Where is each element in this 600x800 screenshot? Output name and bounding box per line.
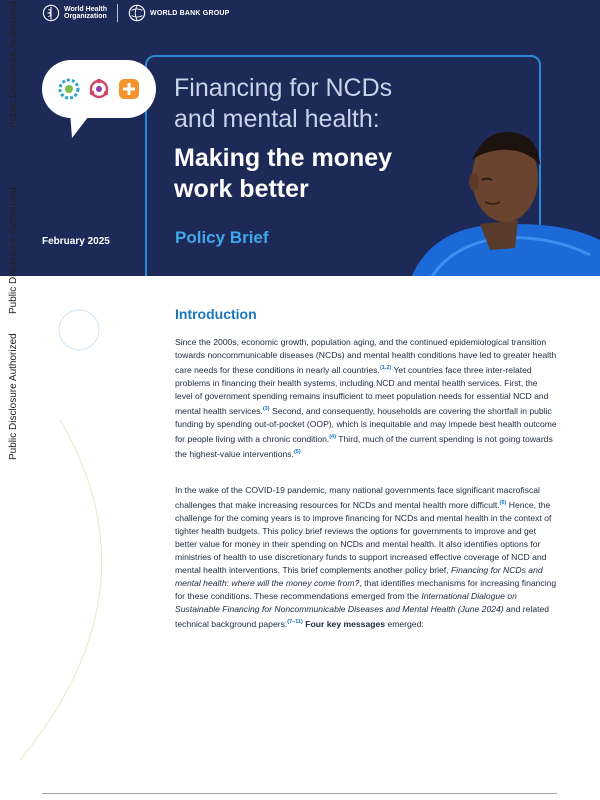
footer-rule [42,793,557,794]
text-run: emerged: [385,618,424,629]
world-bank-globe-icon [128,4,146,22]
text-run: Since the 2000s, economic growth, population aging, and the continued epidemiological transition towards noncommunicable diseases (NCDs) and mental health conditions have led to greater health care needs for these conditions in nearly all countries. [175,337,557,375]
speech-bubble-tail [70,112,92,140]
subtitle-line2: work better [174,175,309,203]
key-messages-highlight: Four key messages [302,618,386,629]
subtitle-text [174,143,392,205]
citation: (4) [329,433,337,440]
title-line2: and mental health: [174,105,380,133]
dialogue-title: International Dialogue on Sustainable Financing for Noncommunicable Diseases and Mental Health (June 2024) [175,590,517,614]
text-run: Second, and consequently, households are covering the shortfall in public funding by spending out-of-pocket (OOP), which is inequitable and may impede best health outcome for people living with a chronic condition. [175,405,557,444]
text-run: , that identifies mechanisms for increasing financing for these conditions. These recommendations emerged from the [175,577,557,601]
disclosure-caption: Public Disclosure Authorized [8,333,19,460]
text-run: and related technical background papers. [175,603,550,629]
citation: (7–11) [287,618,303,625]
logo-divider [117,4,118,22]
text-run: Yet countries face three inter-related problems in financing their health systems, including NCD and mental health services. First, the level of government spending remains insufficient to meet population needs for essential NCD and mental health services. [175,364,549,416]
decorative-arcs [0,290,175,760]
title-line1: Financing for NCDs [174,74,393,102]
who-name-line2: Organization [64,13,107,20]
document-type: Policy Brief [175,228,269,247]
partner-logos [42,4,229,22]
who-emblem-icon [42,4,60,22]
section-heading: Introduction [175,306,257,322]
world-bank-logo [128,4,229,22]
hero-banner [0,0,600,276]
publication-date: February 2025 [42,236,110,247]
citation: (1,2) [379,365,392,371]
text-run: Third, much of the current spending is not going towards the highest-value interventions. [175,433,553,459]
citation: (5) [293,448,301,455]
plus-icon [118,78,140,100]
network-ring-icon [88,78,110,100]
subtitle-line1: Making the money [174,144,393,172]
who-name-line1: World Health [64,5,108,13]
brief-title: Financing for NCDs and mental health: where will the money come from? [175,564,543,588]
sun-ring-icon [58,78,80,100]
intro-paragraph-2 [175,484,557,631]
title-text [174,73,392,135]
intro-paragraph-1 [175,336,557,460]
world-bank-name: WORLD BANK GROUP [150,9,230,17]
citation: (3) [262,405,270,412]
text-run: Hence, the challenge for the coming years is to improve financing for NCDs and mental health in the context of tighter health budgets. This policy brief reviews the options for governments to improve and get better value for money in their spending on NCDs and mental health. It also identifies options for ministries of health to use discretionary funds to support increased effective coverage of NCD and mental health interventions. This brief complements another policy brief, [175,499,552,575]
disclosure-caption: Public Disclosure Authorized [8,187,19,314]
citation: (6) [499,500,507,506]
who-logo [42,4,107,22]
disclosure-caption: Public Disclosure Authorized [8,1,19,128]
text-run: In the wake of the COVID-19 pandemic, many national governments face significant macrofiscal challenges that make increasing resources for NCDs and mental health more difficult. [175,485,540,510]
portrait-illustration [390,120,600,276]
